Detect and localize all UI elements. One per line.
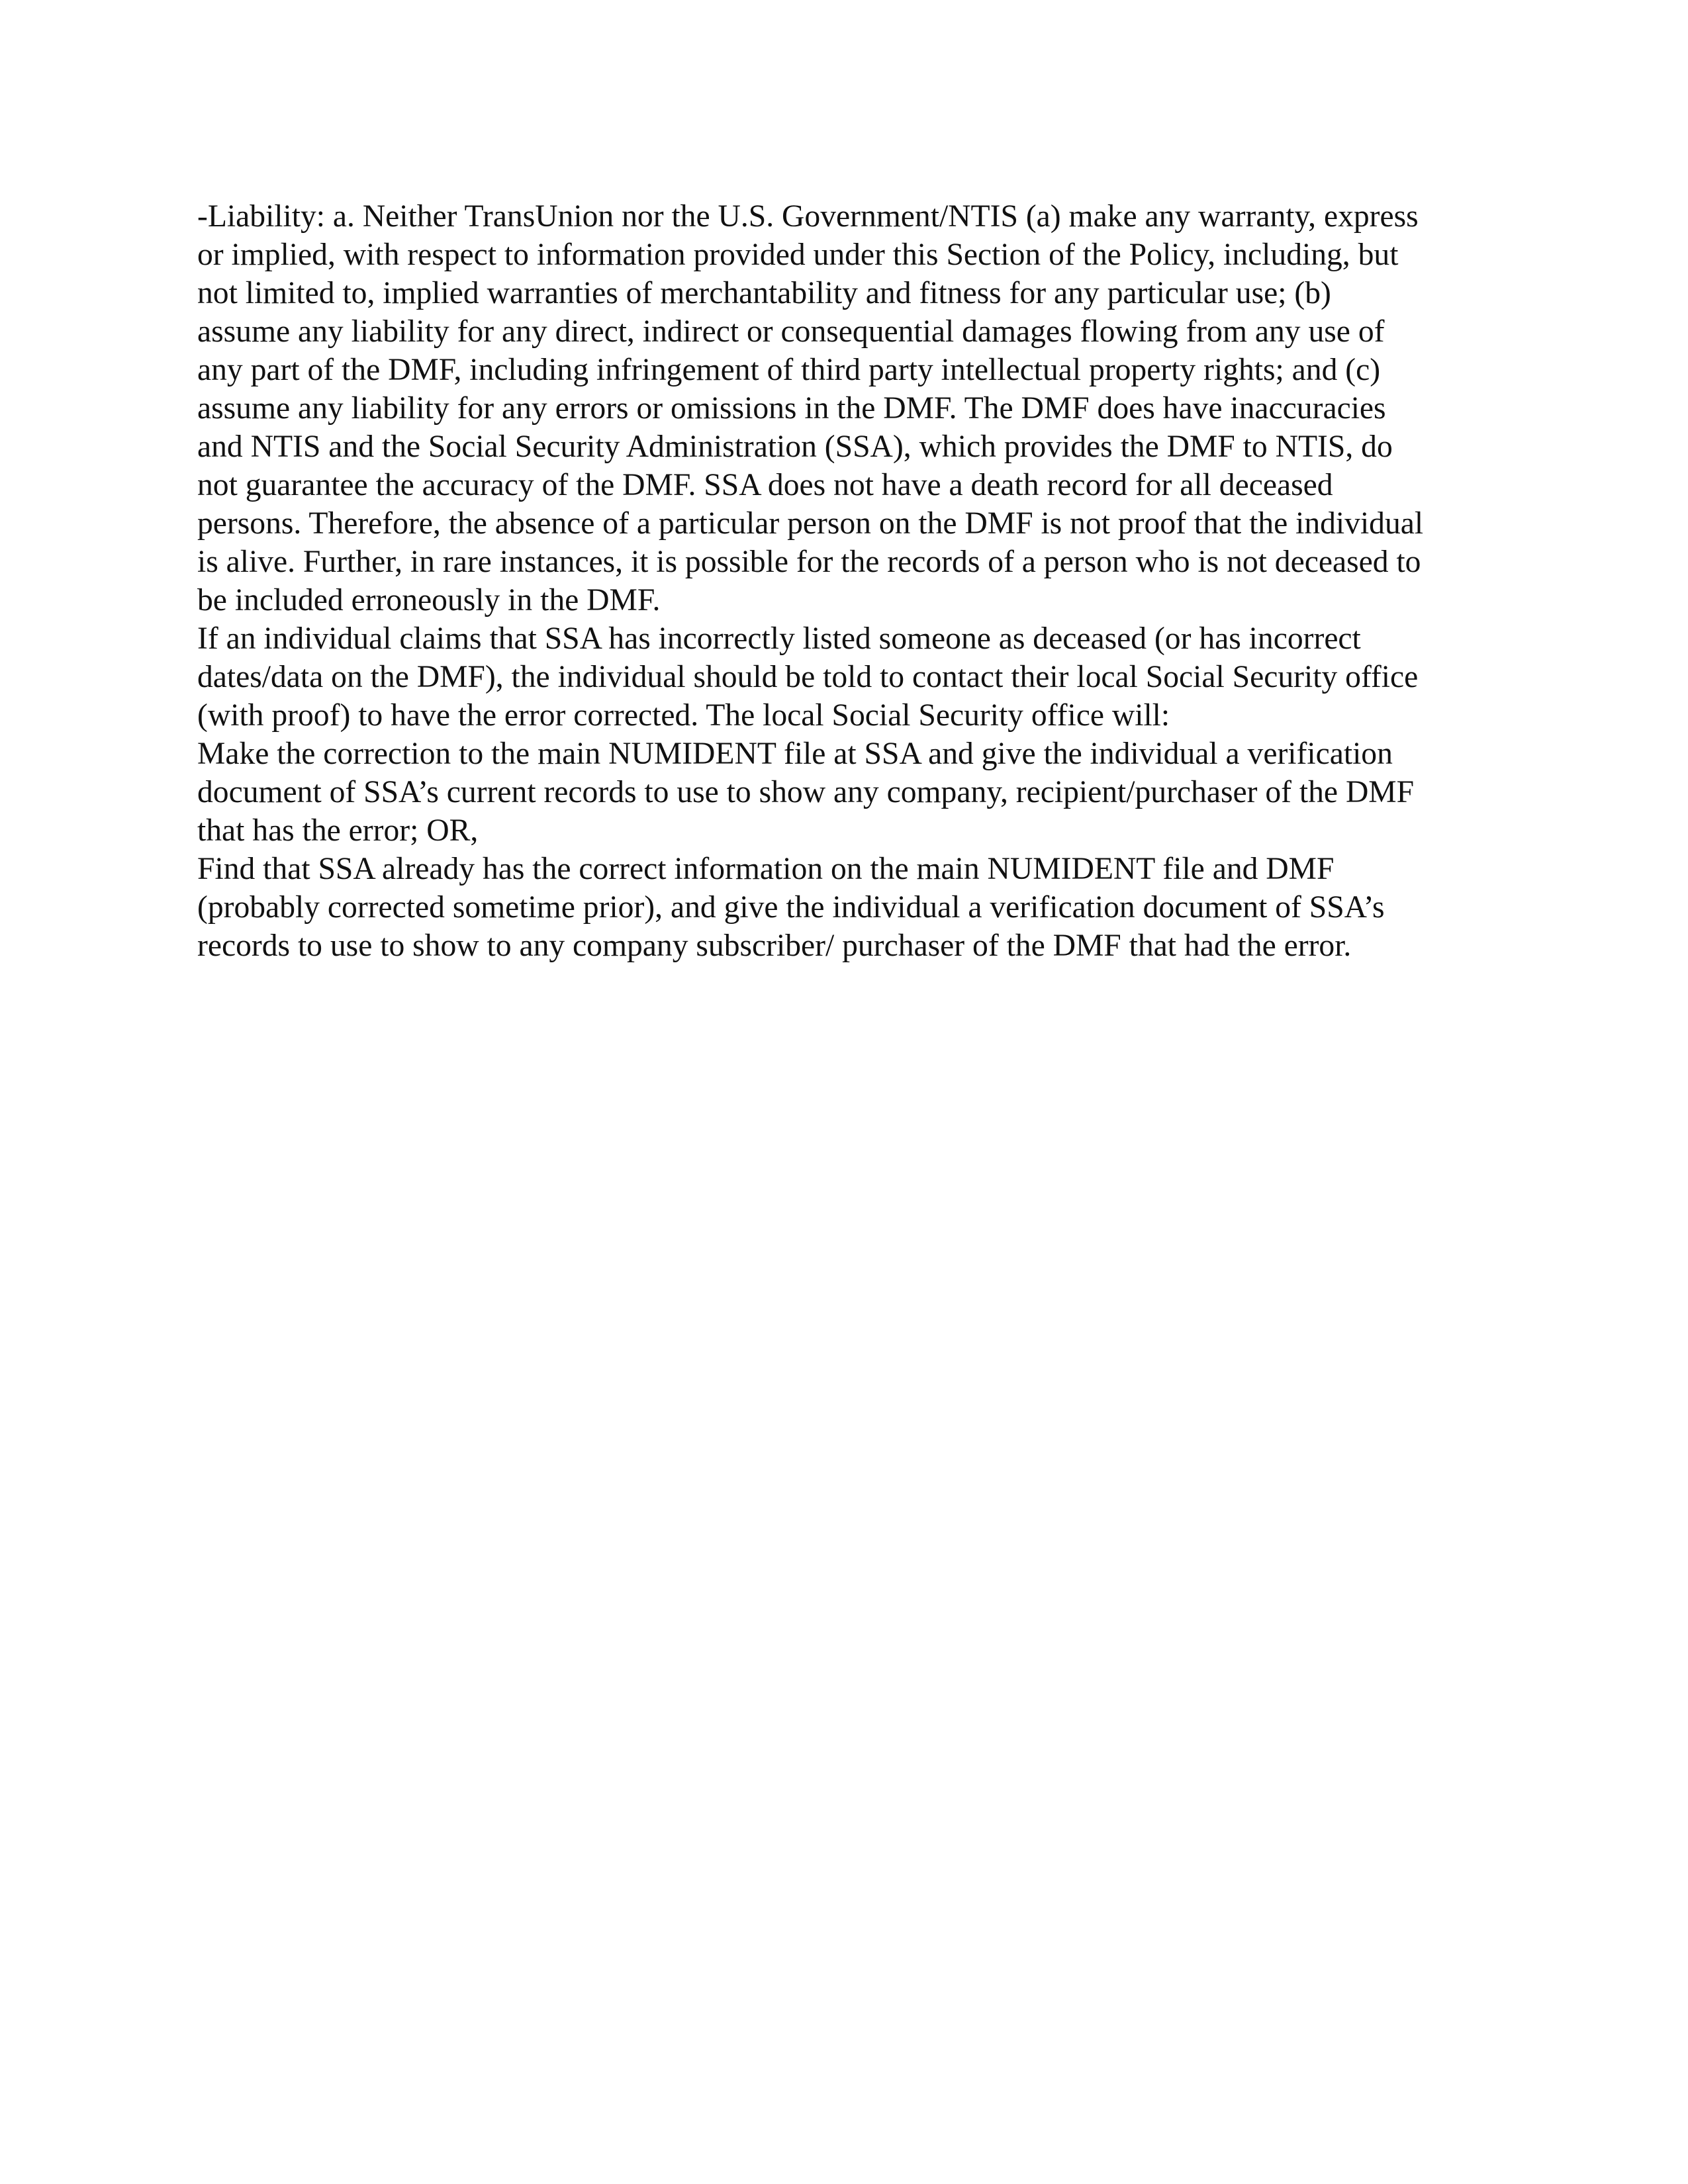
text-line: assume any liability for any errors or omissions in the DMF. The DMF does have inaccuracies <box>197 391 1386 426</box>
text-line: (with proof) to have the error corrected. The local Social Security office will: <box>197 698 1170 733</box>
text-line: assume any liability for any direct, indirect or consequential damages flowing from any use of <box>197 314 1385 349</box>
text-line: and NTIS and the Social Security Administration (SSA), which provides the DMF to NTIS, do <box>197 430 1393 464</box>
text-line: any part of the DMF, including infringement of third party intellectual property rights; and (c) <box>197 353 1381 387</box>
document-body <box>197 197 1495 965</box>
text-line: If an individual claims that SSA has incorrectly listed someone as deceased (or has incorrect <box>197 621 1361 656</box>
text-line: persons. Therefore, the absence of a particular person on the DMF is not proof that the individual <box>197 506 1424 541</box>
text-line: be included erroneously in the DMF. <box>197 583 661 617</box>
text-line: that has the error; OR, <box>197 813 479 848</box>
text-line: Make the correction to the main NUMIDENT file at SSA and give the individual a verification <box>197 737 1393 771</box>
text-line: not guarantee the accuracy of the DMF. SSA does not have a death record for all deceased <box>197 468 1333 502</box>
text-line: not limited to, implied warranties of merchantability and fitness for any particular use; (b) <box>197 276 1331 310</box>
text-line: records to use to show to any company subscriber/ purchaser of the DMF that had the error. <box>197 929 1352 963</box>
text-line: dates/data on the DMF), the individual should be told to contact their local Social Security office <box>197 660 1419 694</box>
text-line: Find that SSA already has the correct information on the main NUMIDENT file and DMF <box>197 852 1335 886</box>
text-line: (probably corrected sometime prior), and give the individual a verification document of SSA’s <box>197 890 1385 925</box>
text-line: or implied, with respect to information provided under this Section of the Policy, including, but <box>197 238 1399 272</box>
text-line: -Liability: a. Neither TransUnion nor the U.S. Government/NTIS (a) make any warranty, express <box>197 199 1419 234</box>
text-line: document of SSA’s current records to use to show any company, recipient/purchaser of the DMF <box>197 775 1415 809</box>
text-line: is alive. Further, in rare instances, it is possible for the records of a person who is not deceased to <box>197 545 1421 579</box>
